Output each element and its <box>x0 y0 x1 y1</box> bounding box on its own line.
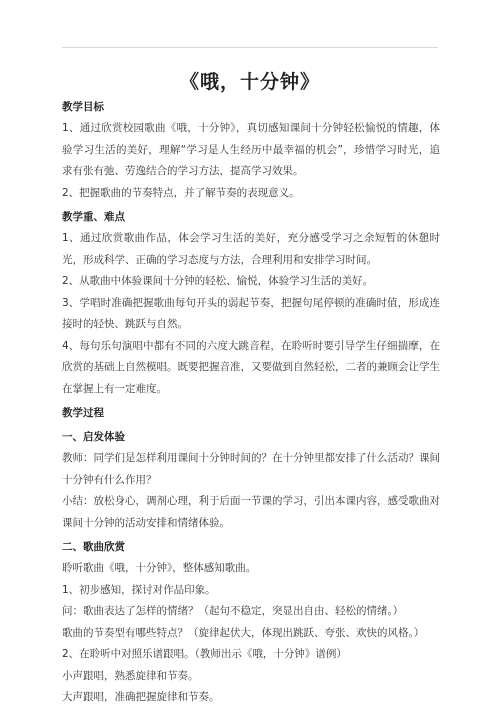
keypoint-paragraph: 2、从歌曲中体验课间十分钟的轻松、愉悦，体验学习生活的美好。 <box>62 275 374 287</box>
document-title: 《哦，十分钟》 <box>179 71 320 93</box>
part1-paragraph: 小结：放松身心，调剂心理，利于后面一节课的学习，引出本课内容，感受歌曲对课间十分钟的活动安排和情绪体验。 <box>62 495 440 529</box>
header-rule <box>62 47 438 48</box>
keypoint-paragraph: 1、通过欣赏歌曲作品，体会学习生活的美好，充分感受学习之余短暂的休憩时光，形成科学、正确的学习态度与方法，合理利用和安排学习时间。 <box>62 232 440 266</box>
part1-heading: 一、启发体验 <box>62 431 125 443</box>
part2-paragraph: 聆听歌曲《哦，十分钟》，整体感知歌曲。 <box>62 562 257 574</box>
document-body <box>62 94 440 709</box>
keypoints-heading: 教学重、难点 <box>62 211 125 223</box>
keypoint-paragraph: 4、每句乐句演唱中都有不同的六度大跳音程，在聆听时要引导学生仔细揣摩，在欣赏的基础上自然模唱。既要把握音准，又要做到自然轻松，二者的兼顾会让学生在掌握上有一定难度。 <box>62 339 440 395</box>
part2-paragraph: 问：歌曲表达了怎样的情绪？（起句不稳定，突显出自由、轻松的情绪。） <box>62 605 404 617</box>
part2-paragraph: 歌曲的节奏型有哪些特点？（旋律起伏大，体现出跳跃、夸张、欢快的风格。） <box>62 626 425 639</box>
part2-paragraph: 2、在聆听中对照乐谱跟唱。（教师出示《哦，十分钟》谱例） <box>62 648 347 660</box>
part2-paragraph: 1、初步感知，探讨对作品印象。 <box>62 583 216 596</box>
part2-heading: 二、歌曲欣赏 <box>62 541 125 553</box>
part2-paragraph: 小声跟唱，熟悉旋律和节奏。 <box>62 669 199 682</box>
part2-paragraph: 大声跟唱，准确把握旋律和节奏。 <box>62 691 220 703</box>
goals-heading: 教学目标 <box>62 101 104 113</box>
keypoint-paragraph: 3、学唱时准确把握歌曲每句开头的弱起节奏，把握句尾停顿的准确时值，形成连接时的轻快、跳跃与自然。 <box>62 296 440 330</box>
goal-paragraph: 1、通过欣赏校园歌曲《哦，十分钟》，真切感知课间十分钟轻松愉悦的情趣，体验学习生活的美好，理解“学习是人生经历中最幸福的机会”，珍惜学习时光，追求有张有弛、劳逸结合的学习方法，提高学习效果。 <box>62 122 440 177</box>
process-heading: 教学过程 <box>62 407 104 419</box>
part1-paragraph: 教师：同学们是怎样利用课间十分钟时间的？在十分钟里都安排了什么活动？课间十分钟有什么作用？ <box>62 452 440 486</box>
goal-paragraph: 2、把握歌曲的节奏特点，并了解节奏的表现意义。 <box>62 186 300 199</box>
